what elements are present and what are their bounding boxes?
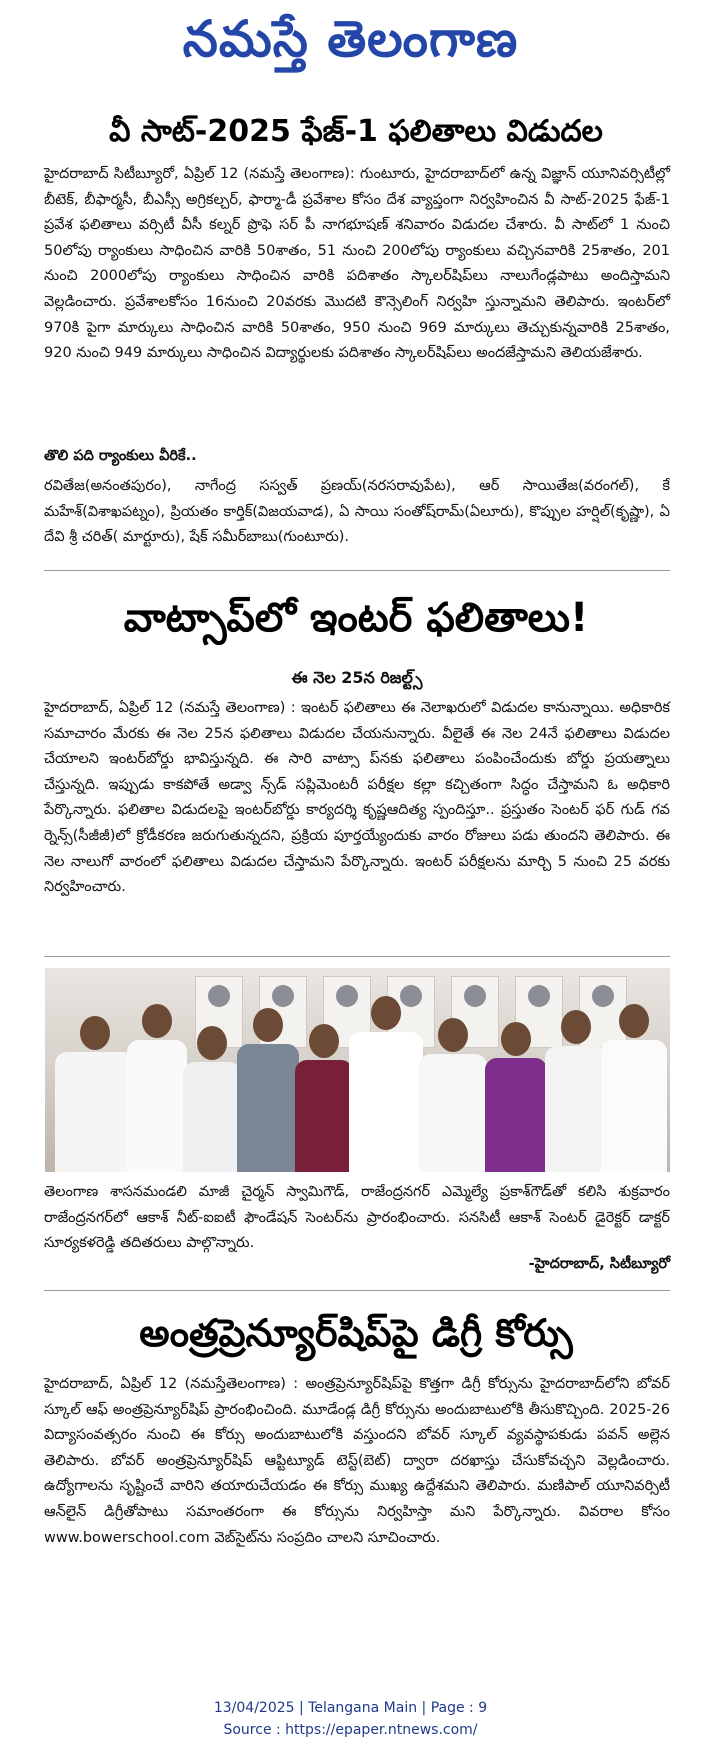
- photo-caption: తెలంగాణ శాసనమండలి మాజీ చైర్మన్ స్వామిగౌడ్, రాజేంద్రనగర్ ఎమ్మెల్యే ప్రకాశ్‌గౌడ్‌తో కలిసి శుక్రవారం రాజేంద్రనగర్‌లో ఆకాశ్ నీట్-ఐఐటీ ఫౌండేషన్ సెంటర్‌ను ప్రారంభించారు. సనసిటీ ఆకాశ్ సెంటర్ డైరెక్టర్ డాక్టర్ సూర్యకళరెడ్డి తదితరులు పాల్గొన్నారు.: [44, 1184, 670, 1252]
- divider: [44, 956, 670, 957]
- article1-headline: వీ సాట్-2025 ఫేజ్-1 ఫలితాలు విడుదల: [109, 114, 603, 149]
- article2-subhead: ఈ నెల 25న రిజల్ట్స్: [291, 668, 423, 687]
- newspaper-masthead: నమస్తే తెలంగాణ: [182, 9, 519, 68]
- footer-source: Source : https://epaper.ntnews.com/: [223, 1722, 478, 1738]
- article3-body: హైదరాబాద్, ఏప్రిల్ 12 (నమస్తేతెలంగాణ) : అంత్రప్రెన్యూర్‌షిప్‌పై కొత్తగా డిగ్రీ కోర్సును హైదరాబాద్‌లోని బోవర్ స్కూల్ ఆఫ్ అంత్రప్రెన్యూర్‌షిప్ ప్రారంభించింది. మూడేండ్ల డిగ్రీ కోర్సును అందుబాటులోకి తీసుకొచ్చింది. 2025-26 విద్యాసంవత్సరం నుంచి ఈ కోర్సు అందుబాటులోకి వస్తుందని బోవర్ స్కూల్ వ్యవస్థాపకుడు పవన్ అల్లెన తెలిపారు. బోవర్ అంత్రప్రెన్యూర్‌షిప్ ఆప్టిట్యూడ్ టెస్ట్(బెట్) ద్వారా దరఖాస్తు చేసుకోవచ్చని వెల్లడించారు. ఉద్యోగాలను సృష్టించే వారిని తయారుచేయడం ఈ కోర్సు ముఖ్య ఉద్దేశమని తెలిపారు. మణిపాల్ యూనివర్సిటీ ఆన్‌లైన్ డిగ్రీతోపాటు సమాంతరంగా ఈ కోర్సును నిర్వహిస్తా మని పేర్కొన్నారు. వివరాల కోసం www.bowerschool.com వెబ్‌సైట్‌ను సంప్రదిం చాలని సూచించారు.: [44, 1376, 670, 1546]
- footer-date-page: 13/04/2025 | Telangana Main | Page : 9: [213, 1700, 488, 1716]
- divider: [44, 570, 670, 571]
- article1-subhead: తొలి పది ర్యాంకులు వీరికే..: [44, 448, 197, 464]
- article2-headline: వాట్సాప్‌లో ఇంటర్ ఫలితాలు!: [123, 595, 589, 641]
- divider: [44, 1290, 670, 1291]
- article3-headline: అంత్రప్రెన్యూర్‌షిప్‌పై డిగ్రీ కోర్సు: [139, 1311, 573, 1355]
- article1-body: హైదరాబాద్ సిటీబ్యూరో, ఏప్రిల్ 12 (నమస్తే తెలంగాణ): గుంటూరు, హైదరాబాద్‌లో ఉన్న విజ్ఞాన్ యూనివర్సిటీల్లో బీటెక్, బీఫార్మసీ, బీఎస్సీ అగ్రికల్చర్, ఫార్మా-డీ ప్రవేశాల కోసం దేశ వ్యాప్తంగా నిర్వహించిన వీ సాట్-2025 ఫేజ్-1 ప్రవేశ ఫలితాలు వర్సిటీ వీసీ కల్నర్ ప్రొఫె సర్ పీ నాగభూషణ్ శనివారం విడుదల చేశారు. వీ సాట్‌లో 1 నుంచి 50లోపు ర్యాంకులు సాధించిన వారికి 50శాతం, 51 నుంచి 200లోపు ర్యాంకులు వచ్చినవారికి 25శాతం, 201 నుంచి 2000లోపు ర్యాంకులు సాధించిన వారికి పదిశాతం స్కాలర్‌షిప్‌లు నాలుగేండ్లపాటు అందిస్తామని వెల్లడించారు. ప్రవేశాలకోసం 16నుంచి 20వరకు మొదటి కౌన్సెలింగ్ నిర్వహి స్తున్నామని తెలిపారు. ఇంటర్‌లో 970కి పైగా మార్కులు సాధించిన వారికి 50శాతం, 950 నుంచి 969 మార్కులు తెచ్చుకున్నవారికి 25శాతం, 920 నుంచి 949 మార్కులు సాధించిన విద్యార్థులకు పదిశాతం స్కాలర్‌షిప్‌లు అందజేస్తామని తెలియజేశారు.: [44, 166, 670, 362]
- article1-rankers: రవితేజ(అనంతపురం), నాగేంద్ర సస్వత్ ప్రణయ్(నరసరావుపేట), ఆర్ సాయితేజ(వరంగల్), కే మహేశ్(విశాఖపట్నం), ప్రియతం కార్తిక్(విజయవాడ), ఏ సాయి సంతోష్‌రామ్(ఏలూరు), కొప్పుల హర్షిల్(కృష్ణా), ఏ దేవి శ్రీ చరిత్( మార్టూరు), షేక్ సమీర్‌బాబు(గుంటూరు).: [44, 478, 670, 546]
- photo-credit: -హైదరాబాద్, సిటీబ్యూరో: [528, 1256, 670, 1272]
- event-photo: [45, 968, 670, 1172]
- article2-body: హైదరాబాద్, ఏప్రిల్ 12 (నమస్తే తెలంగాణ) : ఇంటర్ ఫలితాలు ఈ నెలాఖరులో విడుదల కానున్నాయి. అధికారిక సమాచారం మేరకు ఈ నెల 25న ఫలితాలు విడుదల చేయనున్నారు. వీలైతే ఈ నెల 24నే ఫలితాలు విడుదల చేయాలని ఇంటర్‌బోర్డు భావిస్తున్నది. ఈ సారి వాట్సా ప్‌నకు ఫలితాలు పంపించేందుకు బోర్డు ప్రయత్నాలు చేస్తున్నది. ఇప్పుడు కాకపోతే అడ్వా న్స్‌డ్ సప్లిమెంటరీ పరీక్షల కల్లా కచ్చితంగా సిద్ధం చేస్తామని ఓ అధికారి పేర్కొన్నారు. ఫలితాల విడుదలపై ఇంటర్‌బోర్డు కార్యదర్శి కృష్ణఆదిత్య స్పందిస్తూ.. ప్రస్తుతం సెంటర్ ఫర్ గుడ్ గవ ర్నెన్స్(సీజీజీ)లో క్రోడీకరణ జరుగుతున్నదని, ప్రక్రియ పూర్తయ్యేందుకు వారం రోజులు పడు తుందని తెలిపారు. ఈ నెల నాలుగో వారంలో ఫలితాలు విడుదల చేస్తామని పేర్కొన్నారు. ఇంటర్ పరీక్షలను మార్చి 5 నుంచి 25 వరకు నిర్వహించారు.: [44, 700, 670, 896]
